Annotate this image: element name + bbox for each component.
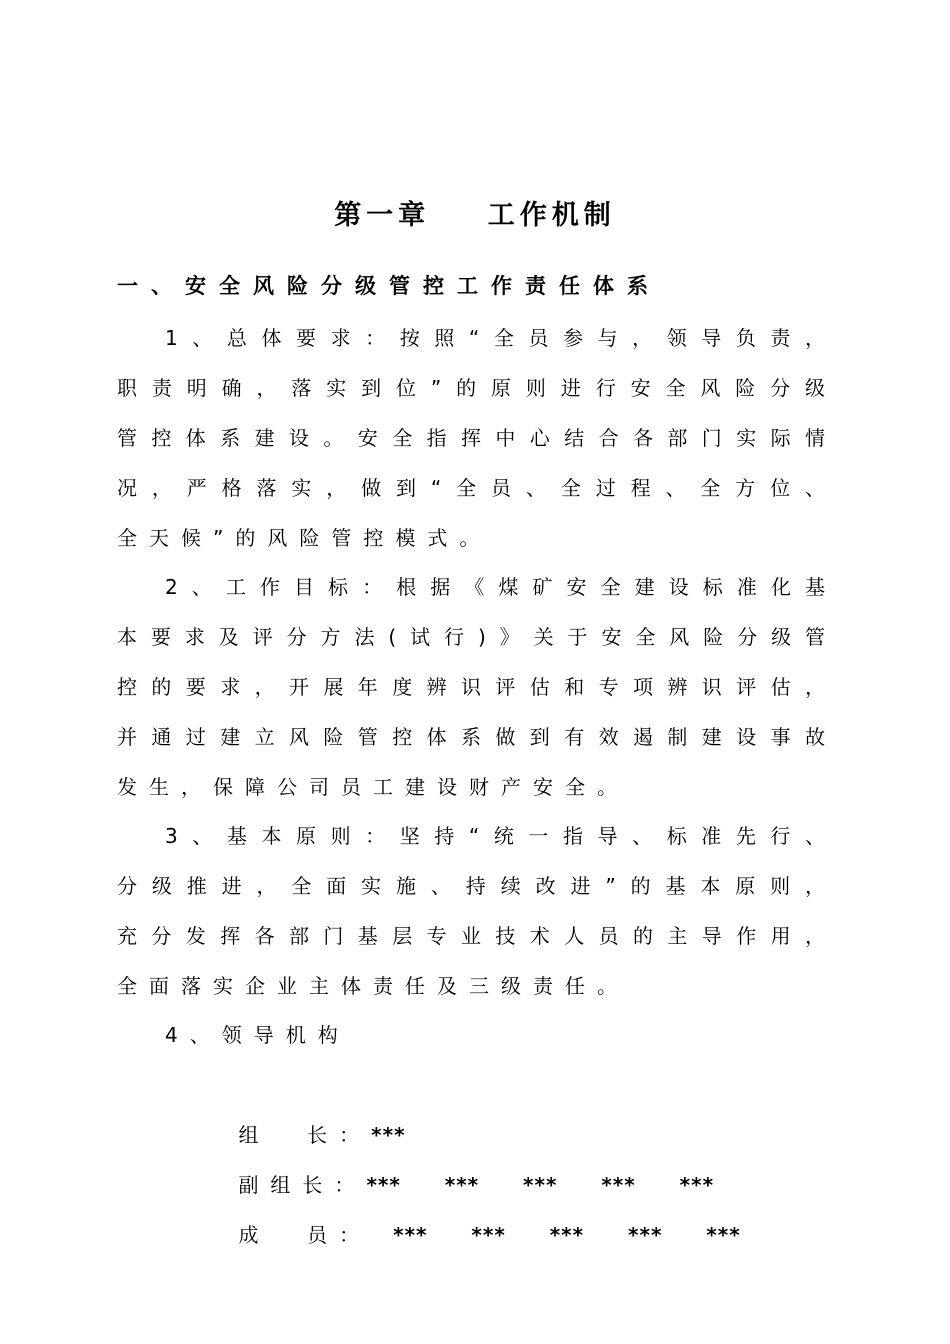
- paragraph-line: 发生，保障公司员工建设财产安全。: [117, 775, 629, 799]
- paragraph-line: 并通过建立风险管控体系做到有效遏制建设事故: [117, 725, 825, 749]
- paragraph-line: 3、基本原则：坚持“统一指导、标准先行、: [165, 824, 825, 848]
- paragraph-line: 管控体系建设。安全指挥中心结合各部门实际情: [117, 426, 825, 450]
- paragraph-line: 控的要求，开展年度辨识评估和专项辨识评估，: [117, 675, 825, 699]
- paragraph-work-goals: [117, 562, 825, 812]
- paragraph-line: 1、总体要求：按照“全员参与，领导负责，: [165, 326, 825, 350]
- leader-names: ***: [371, 1123, 406, 1147]
- member-names: *** *** *** *** ***: [371, 1223, 741, 1247]
- paragraph-line: 本要求及评分方法(试行)》关于安全风险分级管: [117, 625, 825, 649]
- deputy-label: 副组长：: [238, 1173, 367, 1197]
- paragraph-basic-principles: [117, 811, 825, 1011]
- member-row: [165, 1160, 741, 1310]
- paragraph-general-requirements: [117, 313, 825, 563]
- deputy-names: *** *** *** *** ***: [366, 1173, 715, 1197]
- paragraph-line: 职责明确，落实到位”的原则进行安全风险分级: [117, 376, 825, 400]
- chapter-title: 第一章 工作机制: [334, 200, 616, 231]
- paragraph-line: 全天候”的风险管控模式。: [117, 526, 492, 550]
- paragraph-line: 全面落实企业主体责任及三级责任。: [117, 974, 629, 998]
- section-title: 一、安全风险分级管控工作责任体系: [117, 274, 661, 298]
- leader-label: 组 长：: [238, 1123, 372, 1147]
- paragraph-line: 充分发挥各部门基层专业技术人员的主导作用，: [117, 924, 825, 948]
- member-label: 成 员：: [238, 1223, 372, 1247]
- leadership-heading: 4、领导机构: [165, 1023, 350, 1047]
- paragraph-line: 分级推进，全面实施、持续改进”的基本原则，: [117, 874, 825, 898]
- paragraph-line: 况，严格落实，做到“全员、全过程、全方位、: [117, 476, 825, 500]
- paragraph-line: 2、工作目标：根据《煤矿安全建设标准化基: [165, 575, 825, 599]
